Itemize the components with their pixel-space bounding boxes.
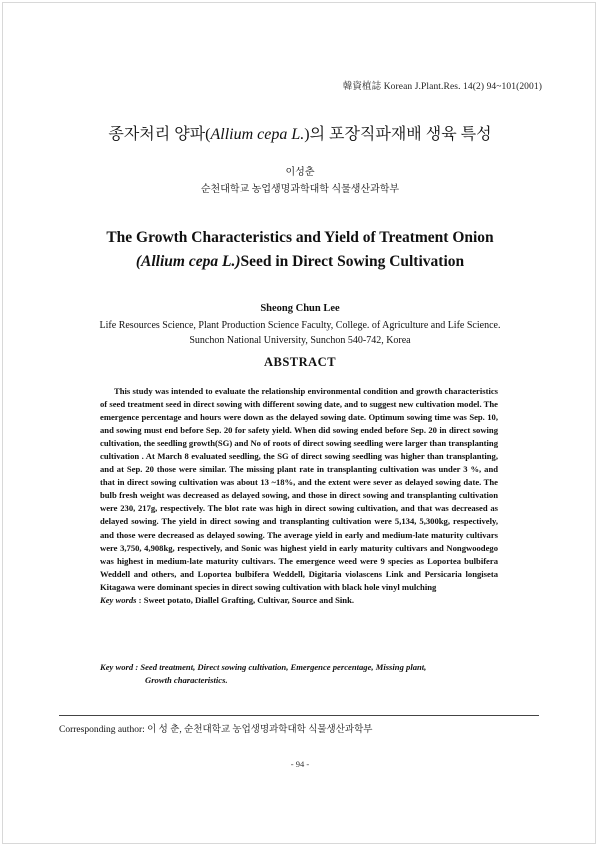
abstract-heading: ABSTRACT bbox=[263, 355, 337, 369]
korean-affiliation: 순천대학교 농업생명과학대학 식물생산과학부 bbox=[200, 184, 400, 195]
english-affiliation-line2: Sunchon National University, Sunchon 540-742, Korea bbox=[189, 335, 411, 346]
abstract-keywords-label: Key words bbox=[100, 594, 137, 605]
english-title-line2-rest: Seed in Direct Sowing Cultivation bbox=[240, 253, 465, 270]
corresponding-author: Corresponding author: 이 성 춘, 순천대학교 농업생명과학대학 식물생산과학부 bbox=[59, 725, 373, 735]
footnote-divider bbox=[59, 715, 539, 716]
korean-title-species: Allium cepa L. bbox=[210, 126, 305, 143]
keywords-line2: Growth characteristics. bbox=[145, 675, 228, 685]
keywords bbox=[100, 661, 500, 687]
english-title bbox=[0, 226, 600, 274]
english-author: Sheong Chun Lee bbox=[260, 303, 340, 314]
abstract-keywords-text: : Sweet potato, Diallel Grafting, Cultivar, Source and Sink. bbox=[136, 594, 355, 605]
english-title-line1: The Growth Characteristics and Yield of Treatment Onion bbox=[106, 229, 494, 246]
english-title-species: (Allium cepa L.) bbox=[135, 253, 241, 270]
keywords-line1: Key word : Seed treatment, Direct sowing cultivation, Emergence percentage, Missing plant, bbox=[100, 662, 427, 672]
english-affiliation-line1: Life Resources Science, Plant Production Science Faculty, College. of Agriculture and Life Science. bbox=[99, 320, 501, 331]
korean-title bbox=[0, 121, 600, 144]
korean-author: 이성춘 bbox=[285, 167, 315, 178]
page-number: - 94 - bbox=[290, 759, 310, 769]
abstract-text: This study was intended to evaluate the relationship environmental condition and growth characteristics of seed treatment seed in direct sowing with different sowing date, and to suggest new cultivation model. The emergence percentage and hours were down as the delayed sowing date. Optimum sowing time was Sep. 10, and sowing must end before Sep. 20 for safety yield. When did sowing ended before Sep. 20 in direct sowing cultivation, the seedling growth(SG) and No of roots of direct sowing seedling were larger than transplanting cultivation . At March 8 evaluated seedling, the SG of direct sowing seedling was higher than transplanting, and at Sep. 20 those were similar. The missing plant rate in transplanting cultivation was under 3 %, and that in direct sowing cultivation was about 13 ~18%, and the extent were sever as delayed sowing date. The bulb fresh weight was decreased as delayed sowing, and those in direct sowing and transplanting cultivation were 230, 217g, respectively. The blot rate was high in direct sowing cultivation, and that was decreased as delayed sowing. The yield in direct sowing and transplanting cultivation were 5,134, 5,300kg, respectively, and those were decreased as delayed sowing. The average yield in early and medium-late maturity cultivars were 3,750, 4,908kg, respectively, and Sonic was highest yield in early maturity cultivars and Nongwoodego was highest in medium-late maturity cultivars. The emergence weed were 9 species as Loportea bulbifera Weddell and others, and Loportea bulbifera Weddell, Digitaria violascens Link and Persicaria longiseta Kitagawa were dominant species in direct sowing cultivation with black hole vinyl mulching bbox=[100, 386, 498, 592]
korean-title-part2: )의 포장직파재배 생육 특성 bbox=[304, 126, 492, 143]
english-title-line2 bbox=[0, 250, 600, 274]
english-affiliation bbox=[0, 318, 600, 348]
journal-header: 韓資植誌 Korean J.Plant.Res. 14(2) 94~101(2001) bbox=[342, 82, 542, 92]
abstract-body bbox=[100, 385, 498, 607]
korean-title-part1: 종자처리 양파( bbox=[108, 126, 211, 143]
